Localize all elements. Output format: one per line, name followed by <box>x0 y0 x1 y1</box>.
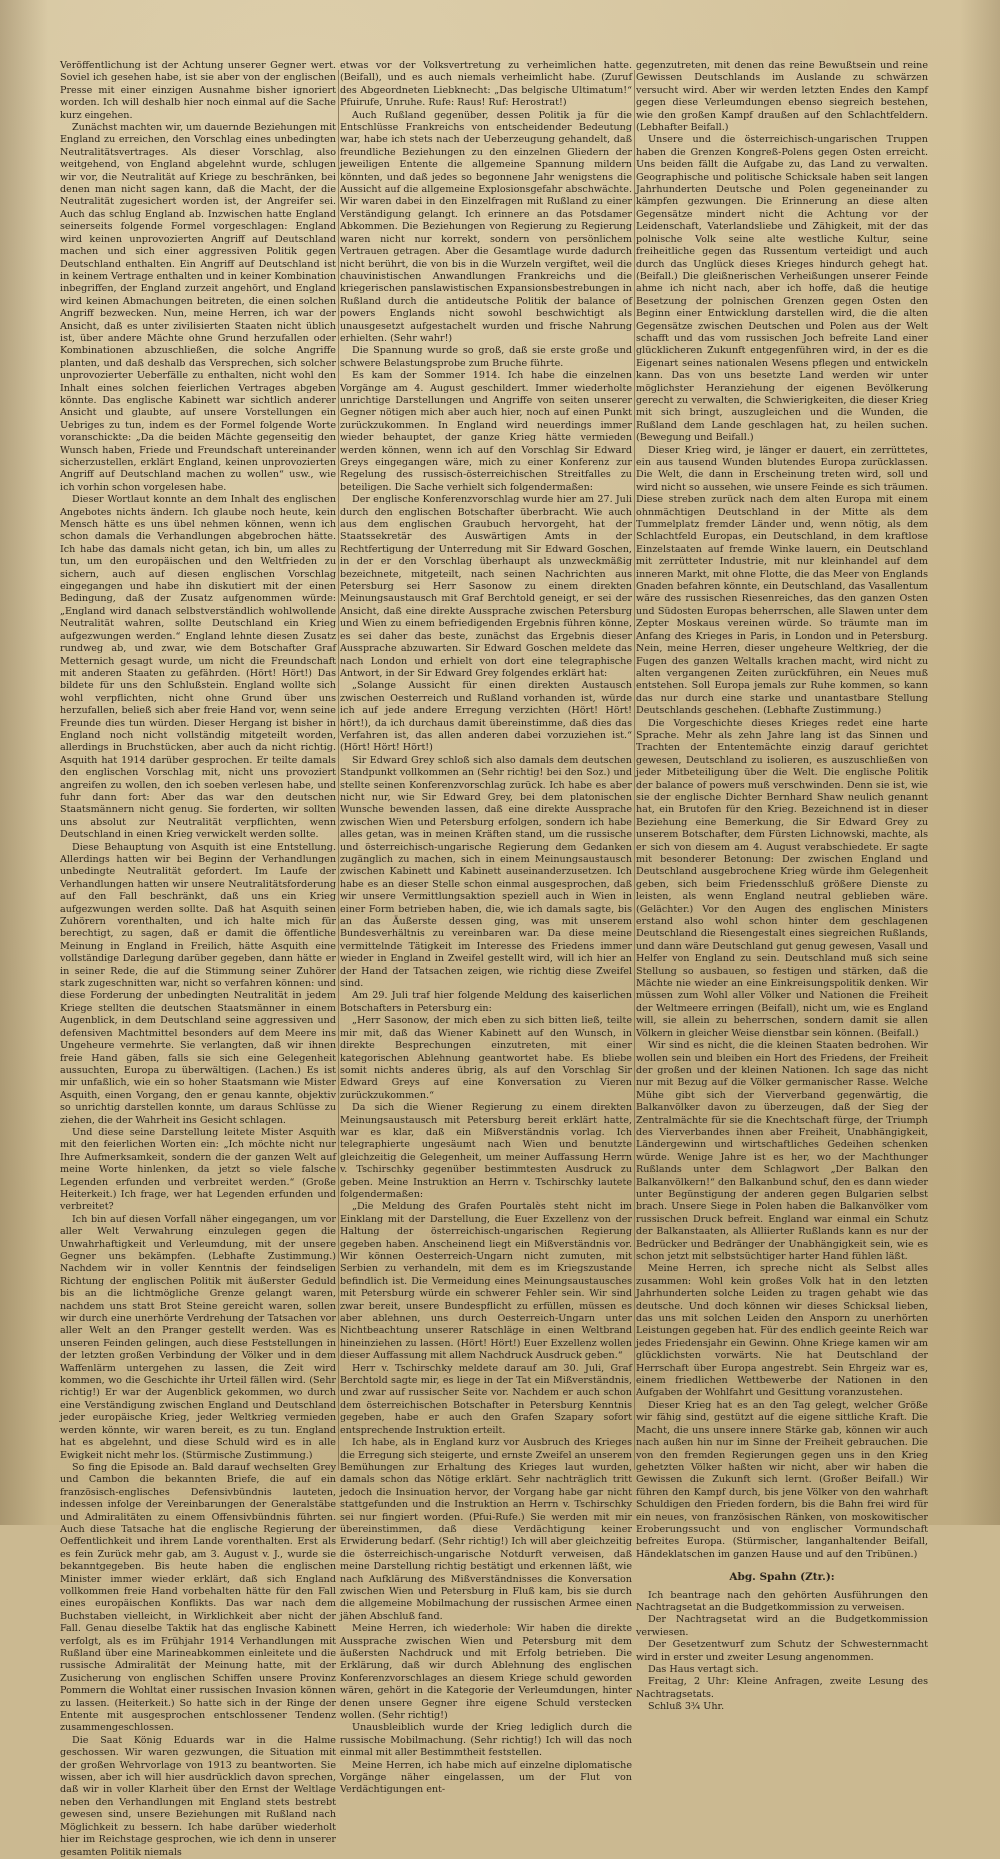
paragraph: Meine Herren, ich habe mich auf einzelne diplomatische Vorgänge näher eingelassen, um der Flut von Verdächtigungen ent- <box>340 1759 632 1796</box>
page-shadow-right <box>960 0 1000 1525</box>
paragraph: Am 29. Juli traf hier folgende Meldung des kaiserlichen Botschafters in Petersburg ein: <box>340 990 632 1014</box>
column-divider-1 <box>338 70 339 1470</box>
closing-paragraph: Das Haus vertagt sich. <box>648 1664 759 1675</box>
text-column-2 <box>340 60 632 1796</box>
closing-paragraph: Schluß 3¾ Uhr. <box>648 1701 725 1713</box>
paragraph: Veröffentlichung ist der Achtung unserer Gegner wert. Soviel ich gesehen habe, ist sie aber von der englischen Presse mit einer einzigen Ausnahme bisher ignoriert worden. Ich will deshalb hier noch einmal auf die Sache kurz eingehen. <box>60 60 336 121</box>
paragraph: Wir sind es nicht, die die kleinen Staaten bedrohen. Wir wollen sein und bleiben ein Hort des Friedens, der Freiheit der großen und der kleinen Nationen. Ich sage das nicht nur mit Bezug auf die Völker germanischer Rasse. Welche Mühe gibt sich der Vierverband gegenwärtig, die Balkanvölker davon zu überzeugen, daß der Sieg der Zentralmächte für sie die Knechtschaft fürge, der Triumph des Vierverbandes ihnen aber Freiheit, Unabhängigkeit, Ländergewinn und wirtschaftliches Gedeihen schenken würde. Wenige Jahre ist es her, wo der Machthunger Rußlands unter dem Schlagwort „Der Balkan den Balkanvölkern!“ den Balkanbund schuf, den es dann wieder unter Begünstigung der anderen gegen Bulgarien selbst brach. Unsere Siege in Polen haben die Balkanvölker vom russischen Druck befreit. England war einmal ein Schutz der Balkanstaaten, als Alliierter Rußlands kann es nur der Bedrücker und Bedränger der Unabhängigkeit sein, wie es schon jetzt mit selbstsüchtiger harter Hand fühlen läßt. <box>636 1040 928 1262</box>
closing-section <box>636 1590 928 1714</box>
paragraph: Meine Herren, ich wiederhole: Wir haben die direkte Aussprache zwischen Wien und Petersburg mit dem äußersten Nachdruck und mit Erfolg betrieben. Die Erklärung, daß wir durch Ablehnung des englischen Konferenzvorschlages an diesem Kriege schuld geworden wären, gehört in die Kategorie der Verleumdungen, hinter denen unsere Gegner ihre eigene Schuld verstecken wollen. (Sehr richtig!) <box>340 1623 632 1722</box>
paragraph: Dieser Krieg wird, je länger er dauert, ein zerrüttetes, ein aus tausend Wunden blutendes Europa zurücklassen. Die Welt, die dann in Erscheinung treten wird, soll und wird nicht so aussehen, wie unsere Feinde es sich träumen. Diese streben zurück nach dem alten Europa mit einem ohnmächtigen Deutschland in der Mitte als dem Tummelplatz fremder Länder und, wenn nötig, als dem Schlachtfeld Europas, ein Deutschland, in dem kraftlose Einzelstaaten auf fremde Winke lauern, ein Deutschland mit zerrütteter Industrie, mit nur kleinhandel auf dem inneren Markt, mit ohne Flotte, die das Meer von Englands Gnaden befahren könnte, ein Deutschland, das Vasallentum wäre des russischen Riesenreiches, das den ganzen Osten und Südosten Europas beherrschen, alle Slawen unter dem Zepter Moskaus vereinen würde. So träumte man im Anfang des Krieges in Paris, in London und in Petersburg. Nein, meine Herren, dieser ungeheure Weltkrieg, der die Fugen des ganzen Weltalls krachen macht, wird nicht zu alten vergangenen Zeiten zurückführen, ein Neues muß entstehen. Soll Europa jemals zur Ruhe kommen, so kann das nur durch eine starke und unantastbare Stellung Deutschlands geschehen. (Lebhafte Zustimmung.) <box>636 444 928 717</box>
closing-paragraph: Freitag, 2 Uhr: Kleine Anfragen, zweite Lesung des Nachtragsetats. <box>636 1676 928 1700</box>
paragraph: Diese Behauptung von Asquith ist eine Entstellung. Allerdings hatten wir bei Beginn der Verhandlungen unbedingte Neutralität gefordert. Im Laufe der Verhandlungen hatten wir unsere Neutralitätsforderung auf den Fall beschränkt, daß uns ein Krieg aufgezwungen werden sollte. Daß hat Asquith seinen Zuhörern vorenthalten, und ich halte mich für berechtigt, zu sagen, daß er damit die öffentliche Meinung in England in Freilich, hätte Asquith eine vollständige Darlegung darüber gegeben, dann hätte er in seiner Rede, die auf die Stimmung seiner Zuhörer stark zugeschnitten war, nicht so verfahren können: und diese Forderung der unbedingten Neutralität in jedem Kriege stellten die deutschen Staatsmänner in einem Augenblick, in dem Deutschland seine aggressiven und defensiven Machtmittel besonders auf dem Meere ins Ungeheure vermehrte. Sie verlangten, daß wir ihnen freie Hand gäben, falls sie sich eine Gelegenheit aussuchten, Europa zu überwältigen. (Lachen.) Es ist mir unfaßlich, wie ein so hoher Staatsmann wie Mister Asquith, einen Vorgang, den er genau kannte, objektiv so unrichtig darstellen konnte, um daraus Schlüsse zu ziehen, die der Wahrheit ins Gesicht schlagen. <box>60 841 336 1126</box>
paragraph: „Herr Sasonow, der mich eben zu sich bitten ließ, teilte mir mit, daß das Wiener Kabinett auf den Wunsch, in direkte Besprechungen einzutreten, mit einer kategorischen Ablehnung geantwortet habe. Es bliebe somit nichts anderes übrig, als auf den Vorschlag Sir Edward Greys auf eine Konversation zu Vieren zurückzukommen.“ <box>340 1015 632 1101</box>
paragraph: Die Saat König Eduards war in die Halme geschossen. Wir waren gezwungen, die Situation mit der großen Wehrvorlage von 1913 zu beantworten. Sie wissen, aber ich will hier ausdrücklich davon sprechen, daß wir in voller Klarheit über den Ernst der Weltlage neben den Verhandlungen mit England stets bestrebt gewesen sind, unsere Beziehungen mit Rußland nach Möglichkeit zu bessern. Ich habe darüber wiederholt hier im Reichstage gesprochen, wie ich denn in unserer gesamten Politik niemals <box>60 1734 336 1858</box>
paragraph: Herr v. Tschirschky meldete darauf am 30. Juli, Graf Berchtold sagte mir, es liege in der Tat ein Mißverständnis, und zwar auf russischer Seite vor. Nachdem er auch schon dem österreichischen Botschafter in Petersburg Kenntnis gegeben, habe er auch den Grafen Szapary sofort entsprechende Instruktion erteilt. <box>340 1362 632 1436</box>
text-column-3 <box>636 60 928 1713</box>
paragraph: Dieser Krieg hat es an den Tag gelegt, welcher Größe wir fähig sind, gestützt auf die eigene sittliche Kraft. Die Macht, die uns unsere innere Stärke gab, können wir auch nach außen hin nur im Sinne der Freiheit gebrauchen. Die von den fremden Regierungen gegen uns in den Krieg gehetzten Völker haßten wir nicht, aber wir haben die Gewissen die Zukunft sich lernt. (Großer Beifall.) Wir führen den Kampf durch, bis jene Völker von den wahrhaft Schuldigen den Frieden fordern, bis die Bahn frei wird für ein neues, von französischen Ränken, von moskowitischer Eroberungssucht und von englischer Vormundschaft befreites Europa. (Stürmischer, langanhaltender Beifall, Händeklatschen im ganzen Hause und auf den Tribünen.) <box>636 1399 928 1560</box>
closing-paragraph: Der Gesetzentwurf zum Schutz der Schwesternmacht wird in erster und zweiter Lesung angenommen. <box>636 1639 928 1663</box>
paragraph: gegenzutreten, mit denen das reine Bewußtsein und reine Gewissen Deutschlands im Auslande zu schwärzen versucht wird. Aber wir werden letzten Endes den Kampf gegen diese Verleumdungen ebenso siegreich bestehen, wie den großen Kampf draußen auf den Schlachtfeldern. (Lebhafter Beifall.) <box>636 60 928 134</box>
paragraph: Unausbleiblich wurde der Krieg lediglich durch die russische Mobilmachung. (Sehr richtig!) Ich will das noch einmal mit aller Bestimmtheit feststellen. <box>340 1722 632 1759</box>
paragraph: Es kam der Sommer 1914. Ich habe die einzelnen Vorgänge am 4. August geschildert. Immer wiederholte unrichtige Darstellungen und Angriffe von seiten unserer Gegner nötigen mich aber auch hier, noch auf einen Punkt zurückzukommen. In England wird neuerdings immer wieder behauptet, der ganze Krieg hätte vermieden werden können, wenn ich auf den Vorschlag Sir Edward Greys eingegangen wäre, mich zu einer Konferenz zur Regelung des russisch-österreichischen Streitfalles zu beteiligen. Die Sache verhielt sich folgendermaßen: <box>340 370 632 493</box>
page-shadow-left <box>0 0 48 1525</box>
paragraph: Der englische Konferenzvorschlag wurde hier am 27. Juli durch den englischen Botschafter überbracht. Wie auch aus dem englischen Graubuch hervorgeht, hat der Staatssekretär des Auswärtigen Amts in der Rechtfertigung der Unterredung mit Sir Edward Goschen, in der er den Vorschlag überhaupt als unzweckmäßig bezeichnete, mitgeteilt, nach seinen Nachrichten aus Petersburg sei Herr Sasonow zu einem direkten Meinungsaustausch mit Graf Berchtold geneigt, er sei der Ansicht, daß eine direkte Aussprache zwischen Petersburg und Wien zu einem befriedigenden Ergebnis führen könne, es sei daher das beste, zunächst das Ergebnis dieser Aussprache abzuwarten. Sir Edward Goschen meldete das nach London und erhielt von dort eine telegraphische Antwort, in der Sir Edward Grey folgendes erklärt hat: <box>340 494 632 679</box>
paragraph: Ich habe, als in England kurz vor Ausbruch des Krieges die Erregung sich steigerte, und ernste Zweifel an unserem Bemühungen zur Erhaltung des Krieges laut wurden, damals schon das Nötige erklärt. Sehr nachträglich tritt jedoch die Insinuation hervor, der Vorgang habe gar nicht stattgefunden und die Instruktion an Herrn v. Tschirschky sei nur fingiert worden. (Pfui-Rufe.) Sie werden mit mir übereinstimmen, daß diese Verdächtigung keiner Erwiderung bedarf. (Sehr richtig!) Ich will aber gleichzeitig die österreichisch-ungarische Notdurft verweisen, daß meine Darstellung richtig bestätigt und erkennen läßt, wie nach Aufklärung des Mißverständnisses die Konversation zwischen Wien und Petersburg in Fluß kam, bis sie durch die allgemeine Mobilmachung der russischen Armee einen jähen Abschluß fand. <box>340 1437 632 1622</box>
paragraph: „Die Meldung des Grafen Pourtalès steht nicht im Einklang mit der Darstellung, die Euer Exzellenz von der Haltung der österreichisch-ungarischen Regierung gegeben haben. Anscheinend liegt ein Mißverständnis vor. Wir können Oesterreich-Ungarn nicht zumuten, mit Serbien zu verhandeln, mit dem es im Kriegszustande befindlich ist. Die Vermeidung eines Meinungsaustausches mit Petersburg würde ein schwerer Fehler sein. Wir sind zwar bereit, unsere Bundespflicht zu erfüllen, müssen es aber ablehnen, uns durch Oesterreich-Ungarn unter Nichtbeachtung unserer Ratschläge in einen Weltbrand hineinziehen zu lassen. (Hört! Hört!) Euer Exzellenz wollen dieser Auffassung mit allem Nachdruck Ausdruck geben.“ <box>340 1201 632 1362</box>
paragraph: Und diese seine Darstellung leitete Mister Asquith mit den feierlichen Worten ein: „Ich möchte nicht nur Ihre Aufmerksamkeit, sondern die der ganzen Welt auf meine Worte hinlenken, da jetzt so viele falsche Legenden erfunden und verbreitet werden.“ (Große Heiterkeit.) Ich frage, wer hat Legenden erfunden und verbreitet? <box>60 1126 336 1213</box>
closing-paragraph: Ich beantrage nach den gehörten Ausführungen den Nachtragsetat an die Budgetkommission zu verweisen. <box>636 1589 928 1613</box>
closing-paragraph: Der Nachtragsetat wird an die Budgetkommission verwiesen. <box>636 1614 928 1638</box>
paragraph: etwas vor der Volksvertretung zu verheimlichen hatte. (Beifall), und es auch niemals verheimlicht habe. (Zuruf des Abgeordneten Liebknecht: „Das belgische Ultimatum!“ Pfuirufe, Unruhe. Rufe: Raus! Ruf: Herostrat!) <box>340 60 632 109</box>
paragraph: Ich bin auf diesen Vorfall näher eingegangen, um vor aller Welt Verwahrung einzulegen gegen die Unwahrhaftigkeit und Verleumdung, mit der unsere Gegner uns bekämpfen. (Lebhafte Zustimmung.) Nachdem wir in voller Kenntnis der feindseligen Richtung der englischen Politik mit äußerster Geduld bis an die lichtmögliche Grenze gelangt waren, nachdem uns statt Brot Steine gereicht waren, sollen wir durch eine unerhörte Verdrehung der Tatsachen vor aller Welt an den Pranger gestellt werden. Was es unseren Feinden gelingen, auch diese Feststellungen in der letzten großen Verbindung der Völker und in dem Waffenlärm untergehen zu lassen, die Zeit wird kommen, wo die Geschichte ihr Urteil fällen wird. (Sehr richtig!) Er war der Augenblick gekommen, wo durch eine Verständigung zwischen England und Deutschland jeder europäische Krieg, jeder Weltkrieg vermieden werden könnte, wir waren bereit, es zu tun. England hat es abgelehnt, und diese Schuld wird es in alle Ewigkeit nicht mehr los. (Stürmische Zustimmung.) <box>60 1213 336 1461</box>
paragraph: Die Vorgeschichte dieses Krieges redet eine harte Sprache. Mehr als zehn Jahre lang ist das Sinnen und Trachten der Ententemächte einzig darauf gerichtet gewesen, Deutschland zu isolieren, es auszuschließen von jeder Mitbeteiligung über die Welt. Die englische Politik der balance of powers muß verschwinden. Denn sie ist, wie sie der englische Dichter Bernhard Shaw neulich genannt hat, ein Brutofen für den Krieg. Bezeichnend ist in dieser Beziehung eine Bemerkung, die Sir Edward Grey zu unserem Botschafter, dem Fürsten Lichnowski, machte, als er sich von diesem am 4. August verabschiedete. Er sagte mit besonderer Betonung: Der zwischen England und Deutschland ausgebrochene Krieg würde ihm Gelegenheit geben, sich beim Friedensschluß größere Dienste zu leisten, als wenn England neutral geblieben wäre. (Gelächter.) Vor den Augen des englischen Ministers erstand also wohl schon hinter dem geschlagenen Deutschland die Riesengestalt eines siegreichen Rußlands, und dann wäre Deutschland gut genug gewesen, Vasall und Helfer von England zu sein. Deutschland muß sich seine Stellung so ausbauen, so festigen und stärken, daß die Mächte nie wieder an eine Einkreisungspolitik denken. Wir müssen zum Wohl aller Völker und Nationen die Freiheit der Weltmeere erringen (Beifall), nicht um, wie es England will, sie allein zu beherrschen, sondern damit sie allen Völkern in gleicher Weise dienstbar sein können. (Beifall.) <box>636 717 928 1039</box>
paragraph: „Solange Aussicht für einen direkten Austausch zwischen Oesterreich und Rußland vorhanden ist, würde ich auf jede andere Erregung verzichten (Hört! Hört! hört!), da ich durchaus damit übereinstimme, daß dies das Verfahren ist, das allen anderen dabei vorzuziehen ist.“ (Hört! Hört! Hört!) <box>340 680 632 754</box>
text-column-1 <box>60 60 336 1858</box>
paragraph: Meine Herren, ich spreche nicht als Selbst alles zusammen: Wohl kein großes Volk hat in den letzten Jahrhunderten solche Leiden zu tragen gehabt wie das deutsche. Und doch können wir dieses Schicksal lieben, das uns mit solchen Leiden den Ansporn zu unerhörten Leistungen gegeben hat. Für des endlich geeinte Reich war jedes Friedensjahr ein Gewinn. Ohne Kriege kamen wir am glücklichsten vorwärts. Nie hat Deutschland der Herrschaft über Europa angestrebt. Sein Ehrgeiz war es, einem friedlichen Wettbewerbe der Nationen in den Aufgaben der Wohlfahrt und Gesittung voranzustehen. <box>636 1263 928 1399</box>
paragraph: Unsere und die österreichisch-ungarischen Truppen haben die Grenzen Kongreß-Polens gegen Osten erreicht. Uns beiden fällt die Aufgabe zu, das Land zu verwalten. Geographische und politische Schicksale haben seit langen Jahrhunderten Deutsche und Polen gegeneinander zu kämpfen gezwungen. Die Erinnerung an diese alten Gegensätze mindert nicht die Achtung vor der Leidenschaft, Vaterlandsliebe und Zähigkeit, mit der das polnische Volk seine alte westliche Kultur, seine freiheitliche gegen das Russentum verteidigt und auch durch das Unglück dieses Krieges hindurch gehegt hat. (Beifall.) Die gleißnerischen Verheißungen unserer Feinde ahme ich nicht nach, aber ich hoffe, daß die heutige Besetzung der polnischen Grenzen gegen Osten den Beginn einer Entwicklung darstellen wird, die die alten Gegensätze zwischen Deutschen und Polen aus der Welt schafft und das vom russischen Joch befreite Land einer glücklicheren Zukunft entgegenführen wird, in der es die Eigenart seines nationalen Wesens pflegen und entwickeln kann. Das von uns besetzte Land werden wir unter möglichster Heranziehung der eigenen Bevölkerung gerecht zu verwalten, die Schwierigkeiten, die dieser Krieg mit sich bringt, auszugleichen und die Wunden, die Rußland dem Lande geschlagen hat, zu heilen suchen. (Bewegung und Beifall.) <box>636 134 928 444</box>
paragraph: Dieser Wortlaut konnte an dem Inhalt des englischen Angebotes nichts ändern. Ich glaube noch heute, kein Mensch hätte es uns übel nehmen können, wenn ich schon damals die Verhandlungen abgebrochen hätte. Ich habe das damals nicht getan, ich bin, um alles zu tun, um den europäischen und den Weltfrieden zu sichern, auch auf diesen englischen Vorschlag eingegangen und habe ihn diskutiert mit der einen Bedingung, daß der Zusatz aufgenommen würde: „England wird danach selbstverständlich wohlwollende Neutralität wahren, sollte Deutschland ein Krieg aufgezwungen werden.“ England lehnte diesen Zusatz rundweg ab, und zwar, wie dem Botschafter Graf Metternich gesagt wurde, um nicht die Freundschaft mit anderen Staaten zu gefährden. (Hört! Hört!) Das bildete für uns den Schlußstein. England wollte sich wohl verpflichten, nicht ohne Grund über uns herzufallen, beließ sich aber freie Hand vor, wenn seine Freunde dies tun würden. Dieser Hergang ist bisher in England noch nicht vollständig mitgeteilt worden, allerdings in Bruchstücken, aber auch da nicht richtig. Asquith hat 1914 darüber gesprochen. Er teilte damals den englischen Vorschlag mit, nicht uns provoziert angreifen zu wollen, den ich soeben verlesen habe, und fuhr dann fort: Aber das war den deutschen Staatsmännern nicht genug. Sie forderten, wir sollten uns absolut zur Neutralität verpflichten, wenn Deutschland in einen Krieg verwickelt werden sollte. <box>60 494 336 841</box>
paragraph: Auch Rußland gegenüber, dessen Politik ja für die Entschlüsse Frankreichs von entscheidender Bedeutung war, habe ich stets nach der Ueberzeugung gehandelt, daß freundliche Beziehungen zu den einzelnen Gliedern der jeweiligen Entente die allgemeine Spannung mildern könnten, und daß jedes so begonnene Jahr wenigstens die Aussicht auf die allgemeine Explosionsgefahr abschwächte. Wir waren dabei in den Einzelfragen mit Rußland zu einer Verständigung gelangt. Ich erinnere an das Potsdamer Abkommen. Die Beziehungen von Regierung zu Regierung waren nicht nur korrekt, sondern von persönlichem Vertrauen getragen. Aber die Gesamtlage wurde dadurch nicht berührt, die von bis in die Wurzeln vergiftet, weil die chauvinistischen Anwandlungen Frankreichs und die kriegerischen panslawistischen Expansionsbestrebungen in Rußland durch die antideutsche Politik der balance of powers Englands nicht sowohl beschwichtigt als unausgesetzt aufgestachelt wurden und frische Nahrung erhielten. (Sehr wahr!) <box>340 109 632 344</box>
paragraph: Die Spannung wurde so groß, daß sie erste große und schwere Belastungsprobe zum Bruche führte. <box>340 345 632 369</box>
column-divider-2 <box>634 70 635 1470</box>
paragraph: Da sich die Wiener Regierung zu einem direkten Meinungsaustausch mit Petersburg bereit erklärt hatte, war es klar, daß ein Mißverständnis vorlag. Ich telegraphierte ungesäumt nach Wien und benutzte gleichzeitig die Gelegenheit, um meiner Auffassung Herrn v. Tschirschky gegenüber bestimmtesten Ausdruck zu geben. Meine Instruktion an Herrn v. Tschirschky lautete folgendermaßen: <box>340 1102 632 1200</box>
paragraph: Sir Edward Grey schloß sich also damals dem deutschen Standpunkt vollkommen an (Sehr richtig! bei den Soz.) und stellte seinen Konferenzvorschlag zurück. Ich habe es aber nicht nur, wie Sir Edward Grey, bei dem platonischen Wunsche bewenden lassen, daß eine direkte Aussprache zwischen Wien und Petersburg erfolgen, sondern ich habe alles getan, was in meinen Kräften stand, um die russische und österreichisch-ungarische Regierung dem Gedanken zugänglich zu machen, sich in einem Meinungsaustausch zwischen Kabinett und Kabinett auseinanderzusetzen. Ich habe es an dieser Stelle schon einmal ausgesprochen, daß wir unsere Vermittlungsaktion speziell auch in Wien in einer Form betrieben haben, die, wie ich damals sagte, bis an das Äußerste dessen ging, was mit unserem Bundesverhältnis zu vereinbaren war. Da diese meine vermittelnde Tätigkeit im Interesse des Friedens immer wieder in England in Zweifel gestellt wird, will ich hier an der Hand der Tatsachen zeigen, wie richtig diese Zweifel sind. <box>340 754 632 990</box>
paragraph: Zunächst machten wir, um dauernde Beziehungen mit England zu erreichen, den Vorschlag eines unbedingten Neutralitätsvertrages. Als dieser Vorschlag, also weitgehend, von England abgelehnt wurde, schlugen wir vor, die Neutralität auf Kriege zu beschränken, bei denen man nicht sagen kann, daß die Macht, der die Neutralität zugesichert worden ist, der Angreifer sei. Auch das schlug England ab. Inzwischen hatte England seinerseits folgende Formel vorgeschlagen: England wird keinen unprovozierten Angriff auf Deutschland machen und sich einer aggressiven Politik gegen Deutschland enthalten. Ein Angriff auf Deutschland ist in keinem Vertrage enthalten und in keiner Kombination inbegriffen, der England zurzeit angehört, und England wird keinen Abmachungen beitreten, die einen solchen Angriff bezwecken. Nun, meine Herren, ich war der Ansicht, daß es unter zivilisierten Staaten nicht üblich ist, über andere Mächte ohne Grund herzufallen oder Kombinationen abzuschließen, die solche Angriffe planten, und daß deshalb das Versprechen, sich solcher unprovozierter Ueberfälle zu enthalten, nicht wohl den Inhalt eines solchen feierlichen Vertrages abgeben könnte. Das englische Kabinett war sichtlich anderer Ansicht und glaubte, auf unsere Vorstellungen ein Uebriges zu tun, indem es der Formel folgende Worte voranschickte: „Da die beiden Mächte gegenseitig den Wunsch haben, Friede und Freundschaft untereinander sicherzustellen, erklärt England, keinen unprovozierten Angriff auf Deutschland machen zu wollen“ usw., wie ich vorhin schon vorgelesen habe. <box>60 122 336 493</box>
speaker-heading: Abg. Spahn (Ztr.): <box>729 1571 835 1584</box>
paragraph: So fing die Episode an. Bald darauf wechselten Grey und Cambon die bekannten Briefe, die auf ein französisch-englisches Defensivbündnis lauteten, indessen infolge der Vereinbarungen der Generalstäbe und Admiralitäten zu einem Offensivbündnis führten. Auch diese Tatsache hat die englische Regierung der Oeffentlichkeit und ihrem Lande vorenthalten. Erst als es fein Zurück mehr gab, am 3. August v. J., wurde sie bekanntgegeben. Bis heute haben die englischen Minister immer wieder erklärt, daß sich England vollkommen freie Hand vorbehalten hätte für den Fall eines europäischen Konflikts. Das war nach dem Buchstaben vielleicht, in Wirklichkeit aber nicht der Fall. Genau dieselbe Taktik hat das englische Kabinett verfolgt, als es im Frühjahr 1914 Verhandlungen mit Rußland über eine Marineabkommen einleitete und die russische Admiralität der Meinung hatte, mit der Zusicherung von englischen Schiffen unsere Provinz Pommern die Wohltat einer russischen Invasion können zu lassen. (Heiterkeit.) So hatte sich in der Ringe der Entente mit ausgesprochen entschlossener Tendenz zusammengeschlossen. <box>60 1461 336 1734</box>
